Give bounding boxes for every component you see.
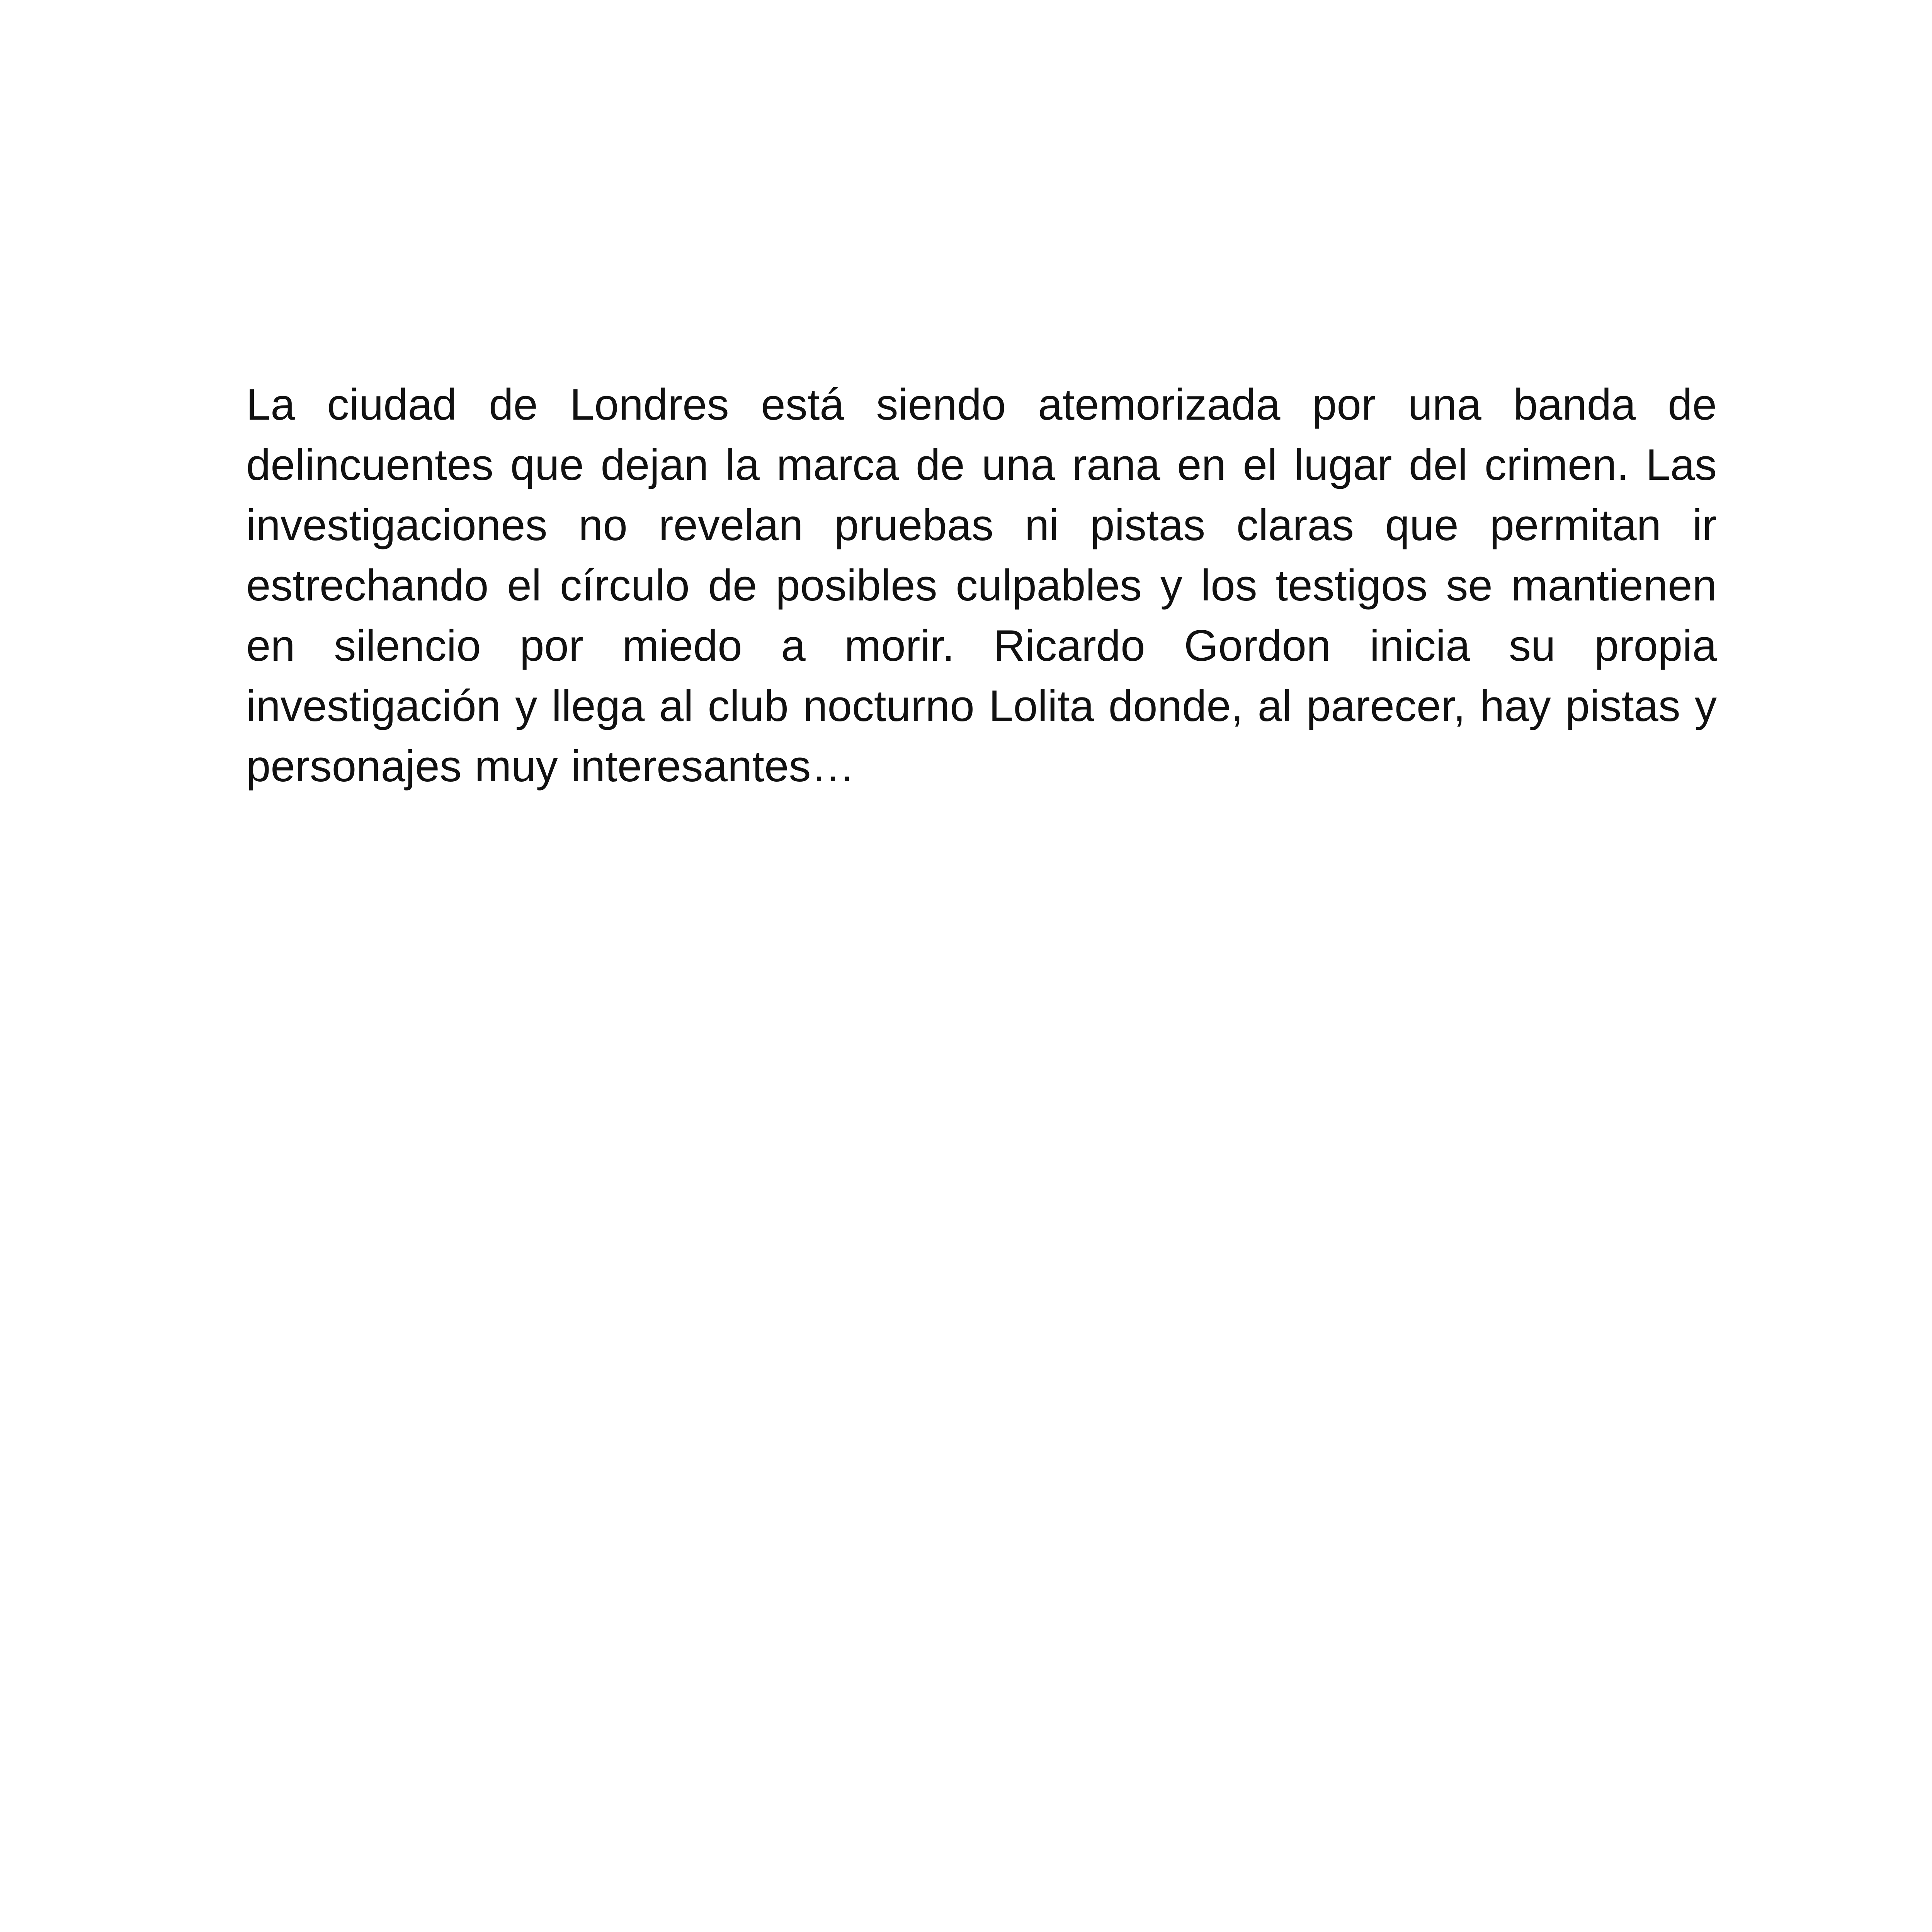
synopsis-paragraph: La ciudad de Londres está siendo atemorizada por una banda de delincuentes que dejan la marca de una rana en el lugar del crimen. Las investigaciones no revelan pruebas ni pistas claras que permitan ir estrechando el círculo de posibles culpables y los testigos se mantienen en silencio por miedo a morir. Ricardo Gordon inicia su propia investigación y llega al club nocturno Lolita donde, al parecer, hay pistas y personajes muy interesantes… (246, 380, 1717, 791)
